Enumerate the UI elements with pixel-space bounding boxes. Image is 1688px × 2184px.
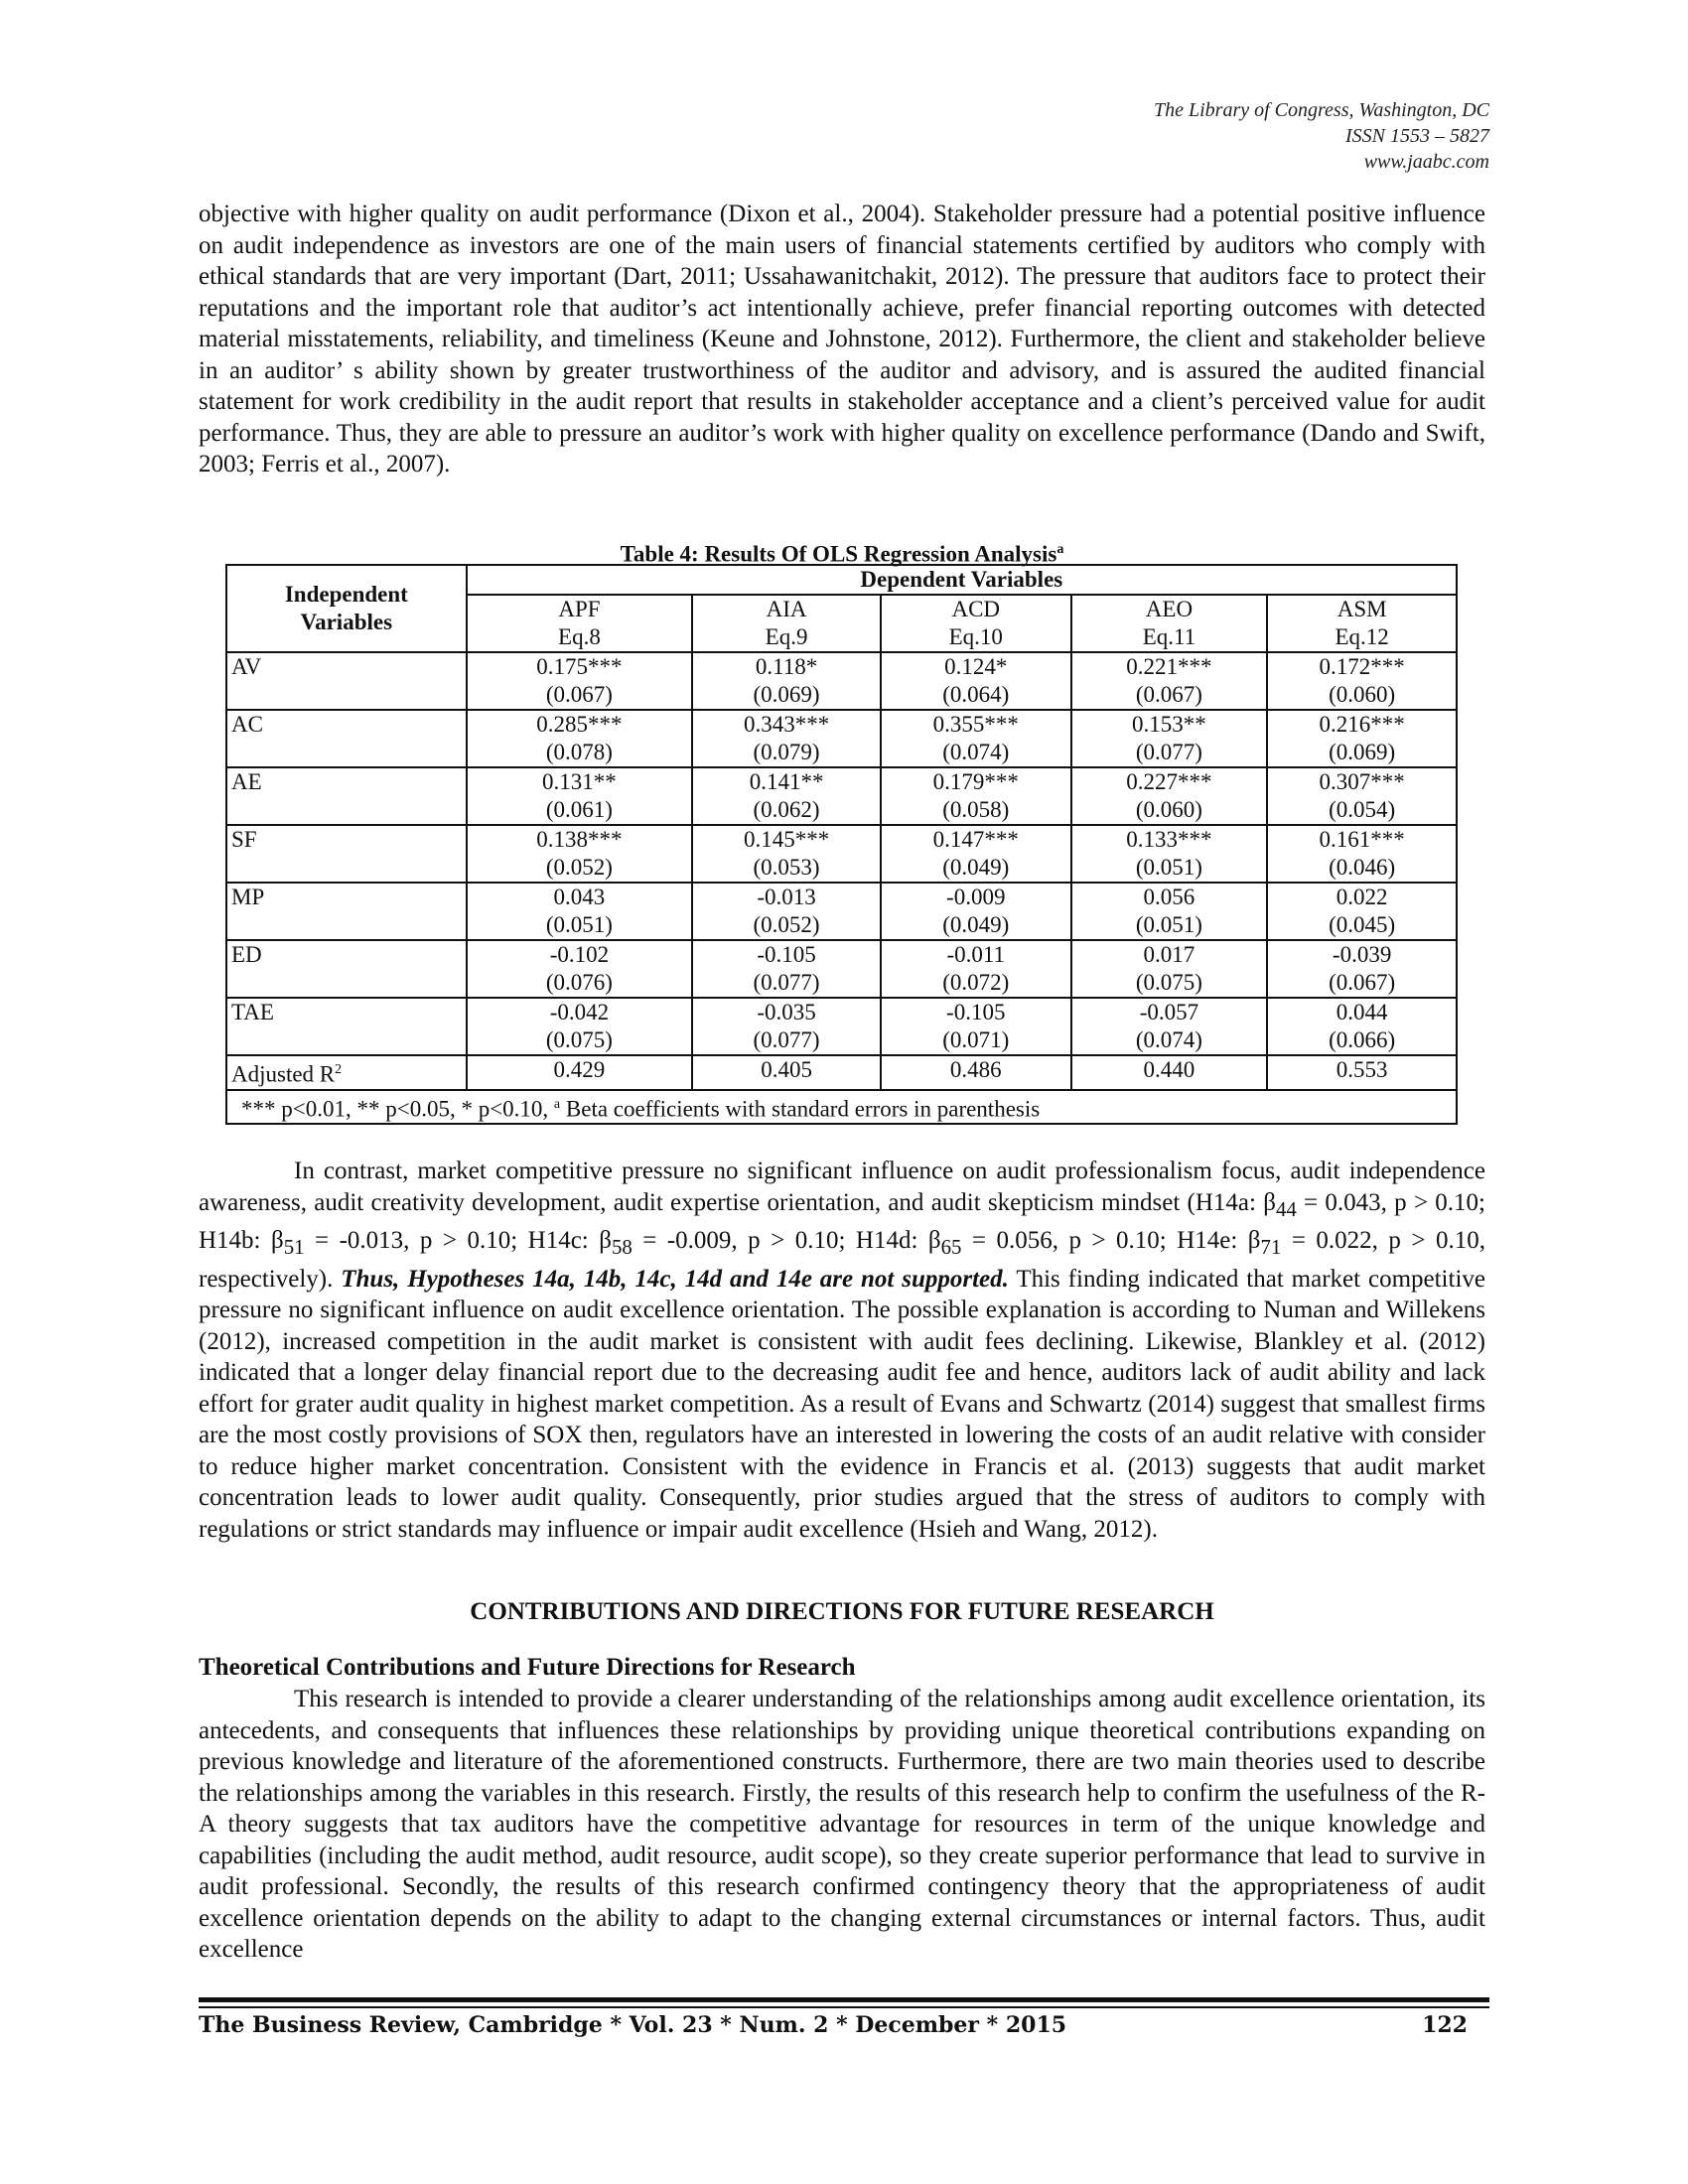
- cell: 0.044 (0.066): [1267, 998, 1457, 1055]
- cell: -0.009 (0.049): [881, 883, 1071, 940]
- section-heading: CONTRIBUTIONS AND DIRECTIONS FOR FUTURE RESEARCH: [470, 1598, 1214, 1625]
- cell: 0.172*** (0.060): [1267, 652, 1457, 710]
- paragraph-2: In contrast, market competitive pressure no significant influence on audit professionalism focus, audit independence awareness, audit creativity development, audit expertise orientation, and audit skepticism mindset (H14a: $\beta_{44} = 0.043$, p > 0.10; H14b: $\beta_{51} = -0.013$, p > 0.10; H14c: $\beta_{58} = -0.009$, p > 0.10; H14d: $\beta_{65} = 0.056$, p > 0.10; H14e: $\beta_{71} = 0.022$, p > 0.10, respectively). Thus, Hypotheses 14a, 14b, 14c, 14d and 14e are not supported. This finding indicated that market competitive pressure no significant influence on audit excellence orientation. The possible explanation is according to Numan and Willekens (2012), increased competition in the audit market is consistent with audit fees declining. Likewise, Blankley et al. (2012) indicated that a longer delay financial report due to the decreasing audit fee and hence, auditors lack of audit ability and lack effort for grater audit quality in highest market competition. As a result of Evans and Schwartz (2014) suggest that smallest firms are the most costly provisions of SOX then, regulators have an interested in lowering the costs of an audit relative with consider to reduce higher market concentration. Consistent with the evidence in Francis et al. (2013) suggests that audit market concentration leads to lower audit quality. Consequently, prior studies argued that the stress of auditors to comply with regulations or strict standards may influence or impair audit excellence (Hsieh and Wang, 2012).: [199, 1158, 1485, 1543]
- iv-header: Independent Variables: [226, 565, 467, 652]
- cell: 0.285*** (0.078): [467, 710, 693, 767]
- cell: 0.179*** (0.058): [881, 767, 1071, 825]
- regression-table: [225, 564, 1458, 1125]
- cell: -0.057 (0.074): [1071, 998, 1268, 1055]
- table-note-row: [226, 1090, 1457, 1125]
- cell: 0.343*** (0.079): [692, 710, 881, 767]
- cell: 0.429: [467, 1055, 693, 1090]
- cell: 0.355*** (0.074): [881, 710, 1071, 767]
- header-line-3: www.jaabc.com: [1363, 151, 1489, 173]
- table-caption-sup: a: [1056, 542, 1064, 557]
- cell: 0.405: [692, 1055, 881, 1090]
- row-label: AE: [226, 767, 467, 825]
- page-footer: [199, 2011, 1489, 2039]
- col-header-2: ACD Eq.10: [881, 595, 1071, 652]
- table-row: [226, 940, 1457, 998]
- table-row: [226, 825, 1457, 883]
- cell: 0.175*** (0.067): [467, 652, 693, 710]
- cell: -0.102 (0.076): [467, 940, 693, 998]
- row-label: ED: [226, 940, 467, 998]
- col-header-1: AIA Eq.9: [692, 595, 881, 652]
- cell: -0.105 (0.071): [881, 998, 1071, 1055]
- cell: 0.118* (0.069): [692, 652, 881, 710]
- table-header-row-1: [226, 565, 1457, 595]
- cell: 0.553: [1267, 1055, 1457, 1090]
- cell: 0.056 (0.051): [1071, 883, 1268, 940]
- table-row: [226, 767, 1457, 825]
- cell: 0.227*** (0.060): [1071, 767, 1268, 825]
- row-label: Adjusted $R^2$: [226, 1055, 467, 1090]
- journal-header: [1154, 97, 1489, 175]
- cell: 0.131** (0.061): [467, 767, 693, 825]
- row-label: MP: [226, 883, 467, 940]
- header-line-1: The Library of Congress, Washington, DC: [1153, 99, 1489, 121]
- cell: -0.042 (0.075): [467, 998, 693, 1055]
- row-label: AC: [226, 710, 467, 767]
- cell: 0.216*** (0.069): [1267, 710, 1457, 767]
- table-caption-text: Table 4: Results Of OLS Regression Analysis: [620, 541, 1057, 567]
- paragraph-1: objective with higher quality on audit performance (Dixon et al., 2004). Stakeholder pressure had a potential positive influence on audit independence as investors are one of the main users of financial statements certified by auditors who comply with ethical standards that are very important (Dart, 2011; Ussahawanitchakit, 2012). The pressure that auditors face to protect their reputations and the important role that auditor’s act intentionally achieve, prefer financial reporting outcomes with detected material misstatements, reliability, and timeliness (Keune and Johnstone, 2012). Furthermore, the client and stakeholder believe in an auditor’ s ability shown by greater trustworthiness of the auditor and advisory, and is assured the audited financial statement for work credibility in the audit report that results in stakeholder acceptance and a client’s perceived value for audit performance. Thus, they are able to pressure an auditor’s work with higher quality on excellence performance (Dando and Swift, 2003; Ferris et al., 2007).: [199, 201, 1485, 478]
- row-label: TAE: [226, 998, 467, 1055]
- cell: 0.161*** (0.046): [1267, 825, 1457, 883]
- row-label: SF: [226, 825, 467, 883]
- cell: 0.486: [881, 1055, 1071, 1090]
- col-header-0: APF Eq.8: [467, 595, 693, 652]
- hypothesis-result: Thus, Hypotheses 14a, 14b, 14c, 14d and 14e are not supported.: [341, 1265, 1009, 1293]
- cell: 0.133*** (0.051): [1071, 825, 1268, 883]
- footer-journal: The Business Review, Cambridge * Vol. 23 * Num. 2 * December * 2015: [199, 2012, 1067, 2038]
- adjusted-r2-row: [226, 1055, 1457, 1090]
- cell: 0.440: [1071, 1055, 1268, 1090]
- cell: 0.153** (0.077): [1071, 710, 1268, 767]
- paragraph-3: This research is intended to provide a clearer understanding of the relationships among audit excellence orientation, its antecedents, and consequents that influences these relationships by providing unique theoretical contributions expanding on previous knowledge and literature of the aforementioned constructs. Furthermore, there are two main theories used to describe the relationships among the variables in this research. Firstly, the results of this research help to confirm the usefulness of the R-A theory suggests that tax auditors have the competitive advantage for resources in term of the unique knowledge and capabilities (including the audit method, audit resource, audit scope), so they create superior performance that lead to survive in audit professional. Secondly, the results of this research confirmed contingency theory that the appropriateness of audit excellence orientation depends on the ability to adapt to the changing external circumstances or internal factors. Thus, audit excellence: [199, 1686, 1485, 1963]
- cell: 0.307*** (0.054): [1267, 767, 1457, 825]
- table-note: *** p<0.01, ** p<0.05, * p<0.10, $^a$ Beta coefficients with standard errors in parenthesis: [226, 1090, 1457, 1125]
- cell: -0.011 (0.072): [881, 940, 1071, 998]
- cell: -0.039 (0.067): [1267, 940, 1457, 998]
- cell: 0.145*** (0.053): [692, 825, 881, 883]
- dv-header: Dependent Variables: [467, 565, 1457, 595]
- cell: 0.017 (0.075): [1071, 940, 1268, 998]
- header-line-2: ISSN 1553 – 5827: [1345, 125, 1489, 147]
- cell: 0.147*** (0.049): [881, 825, 1071, 883]
- cell: 0.124* (0.064): [881, 652, 1071, 710]
- table-row: [226, 883, 1457, 940]
- table-row: [226, 998, 1457, 1055]
- table-row: [226, 652, 1457, 710]
- cell: 0.141** (0.062): [692, 767, 881, 825]
- cell: 0.138*** (0.052): [467, 825, 693, 883]
- footer-rule: [199, 1997, 1489, 2002]
- cell: 0.221*** (0.067): [1071, 652, 1268, 710]
- cell: -0.105 (0.077): [692, 940, 881, 998]
- cell: -0.013 (0.052): [692, 883, 881, 940]
- row-label: AV: [226, 652, 467, 710]
- cell: -0.035 (0.077): [692, 998, 881, 1055]
- col-header-4: ASM Eq.12: [1267, 595, 1457, 652]
- page-number: 122: [1422, 2012, 1468, 2038]
- table-row: [226, 710, 1457, 767]
- cell: 0.022 (0.045): [1267, 883, 1457, 940]
- col-header-3: AEO Eq.11: [1071, 595, 1268, 652]
- footer-rule-thin: [199, 2006, 1489, 2008]
- subsection-heading: Theoretical Contributions and Future Directions for Research: [199, 1654, 856, 1681]
- cell: 0.043 (0.051): [467, 883, 693, 940]
